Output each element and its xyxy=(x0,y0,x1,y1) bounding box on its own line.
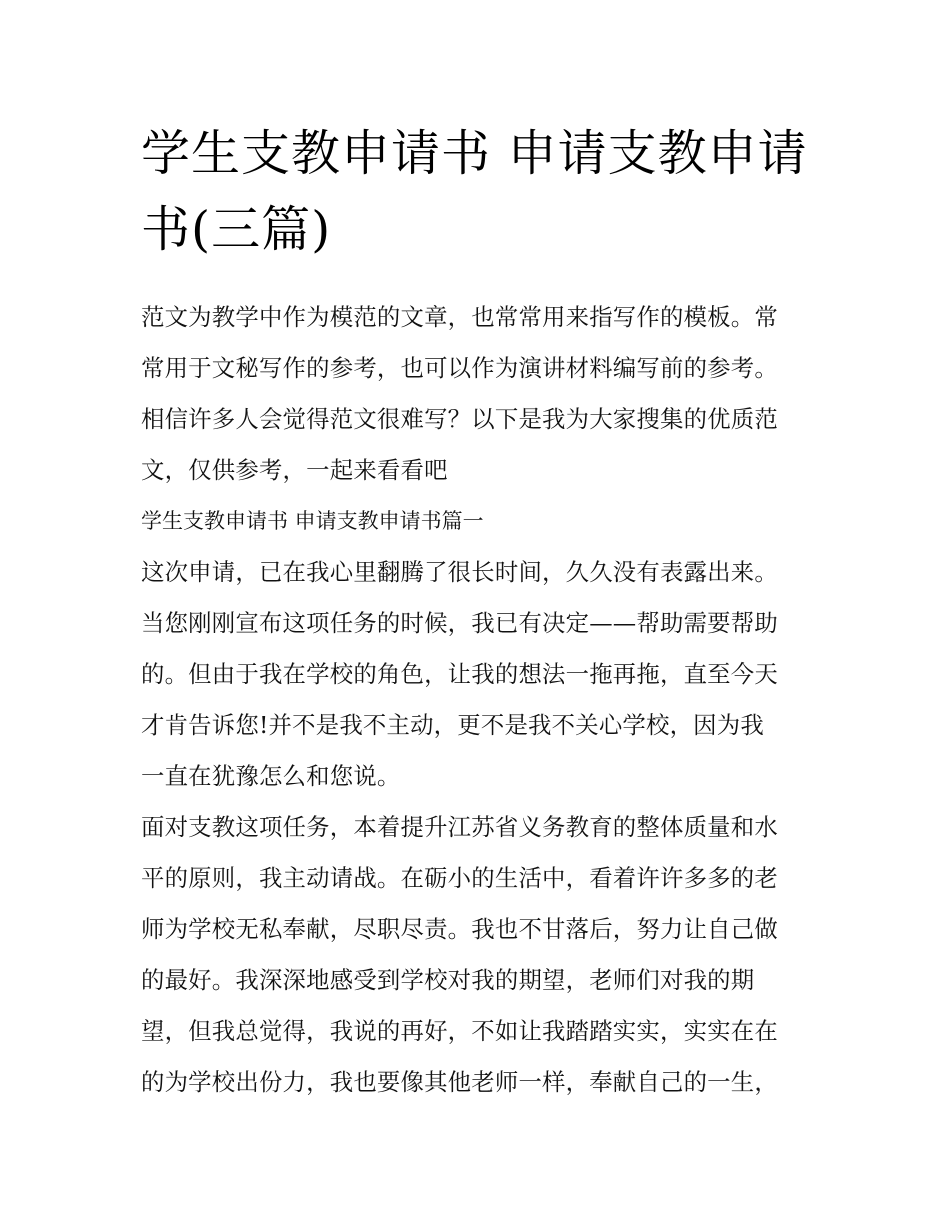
paragraph-line: 望，但我总觉得，我说的再好，不如让我踏踏实实，实实在在 xyxy=(141,1017,778,1045)
paragraph-line: 的。但由于我在学校的角色，让我的想法一拖再拖，直至今天 xyxy=(141,660,778,688)
paragraph-line: 文，仅供参考，一起来看看吧 xyxy=(141,456,448,484)
paragraph-line: 的为学校出份力，我也要像其他老师一样，奉献自己的一生， xyxy=(141,1068,778,1096)
paragraph-line: 平的原则，我主动请战。在砺小的生活中，看着许许多多的老 xyxy=(141,864,778,892)
paragraph-line: 这次申请，已在我心里翻腾了很长时间，久久没有表露出来。 xyxy=(141,558,778,586)
paragraph-2 xyxy=(141,802,813,1108)
paragraph-line: 当您刚刚宣布这项任务的时候，我已有决定——帮助需要帮助 xyxy=(141,609,778,637)
paragraph-line: 面对支教这项任务，本着提升江苏省义务教育的整体质量和水 xyxy=(141,813,778,841)
section-heading: 学生支教申请书 申请支教申请书篇一 xyxy=(141,509,484,533)
paragraph-line: 才肯告诉您!并不是我不主动，更不是我不关心学校，因为我 xyxy=(141,711,764,739)
document-content xyxy=(141,116,813,1108)
title-line: 学生支教申请书 申请支教申请 xyxy=(141,125,808,182)
paragraph-1 xyxy=(141,547,813,802)
document-body xyxy=(141,292,813,1108)
paragraph-line: 一直在犹豫怎么和您说。 xyxy=(141,762,401,790)
document-title xyxy=(141,116,813,268)
title-line: 书(三篇) xyxy=(141,201,332,258)
intro-paragraph xyxy=(141,292,813,496)
paragraph-line: 相信许多人会觉得范文很难写？以下是我为大家搜集的优质范 xyxy=(141,405,778,433)
paragraph-line: 常用于文秘写作的参考，也可以作为演讲材料编写前的参考。 xyxy=(141,354,778,382)
paragraph-line: 的最好。我深深地感受到学校对我的期望，老师们对我的期 xyxy=(141,966,755,994)
paragraph-line: 师为学校无私奉献，尽职尽责。我也不甘落后，努力让自己做 xyxy=(141,915,778,943)
paragraph-line: 范文为教学中作为模范的文章，也常常用来指写作的模板。常 xyxy=(141,303,778,331)
